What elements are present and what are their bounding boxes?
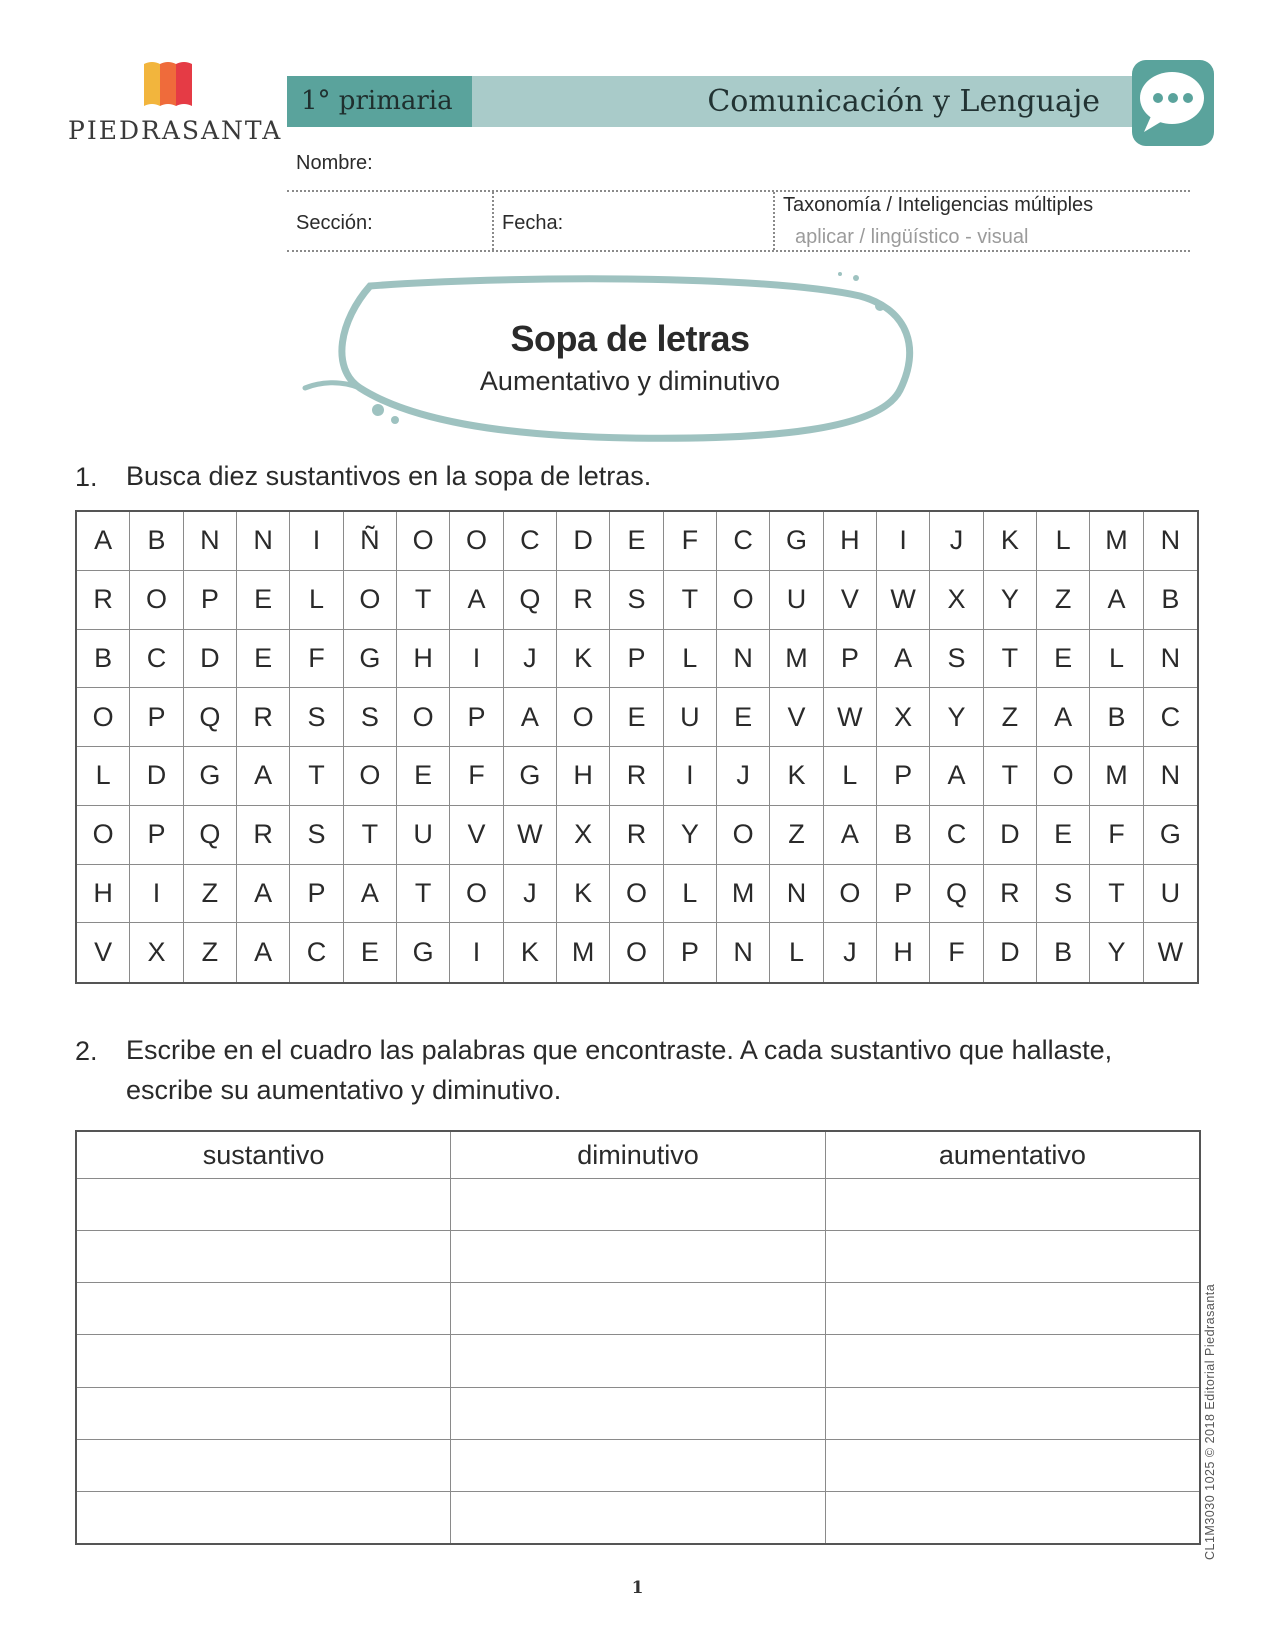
letter-cell[interactable]: R bbox=[610, 806, 663, 865]
letter-cell[interactable]: S bbox=[344, 688, 397, 747]
letter-cell[interactable]: M bbox=[1090, 747, 1143, 806]
letter-cell[interactable]: B bbox=[77, 630, 130, 689]
letter-cell[interactable]: D bbox=[984, 806, 1037, 865]
letter-cell[interactable]: O bbox=[344, 571, 397, 630]
answer-table bbox=[75, 1130, 1201, 1545]
letter-cell[interactable]: I bbox=[664, 747, 717, 806]
letter-cell[interactable]: S bbox=[290, 688, 343, 747]
question-2-number: 2. bbox=[75, 1036, 98, 1066]
answer-cell-diminutivo[interactable] bbox=[451, 1335, 826, 1387]
worksheet-title: Sopa de letras bbox=[510, 318, 750, 359]
letter-cell[interactable]: L bbox=[824, 747, 877, 806]
letter-cell[interactable]: N bbox=[1144, 630, 1197, 689]
letter-cell[interactable]: O bbox=[610, 923, 663, 982]
letter-cell[interactable]: I bbox=[130, 865, 183, 924]
letter-cell[interactable]: W bbox=[877, 571, 930, 630]
letter-cell[interactable]: G bbox=[770, 512, 823, 571]
letter-cell[interactable]: U bbox=[1144, 865, 1197, 924]
table-row bbox=[76, 1283, 1200, 1335]
letter-cell[interactable]: J bbox=[930, 512, 983, 571]
letter-cell[interactable]: Q bbox=[184, 688, 237, 747]
letter-cell[interactable]: M bbox=[1090, 512, 1143, 571]
letter-cell[interactable]: Z bbox=[184, 923, 237, 982]
answer-cell-diminutivo[interactable] bbox=[451, 1179, 826, 1231]
letter-cell[interactable]: R bbox=[77, 571, 130, 630]
answer-cell-aumentativo[interactable] bbox=[825, 1491, 1200, 1544]
letter-cell[interactable]: H bbox=[877, 923, 930, 982]
letter-cell[interactable]: Ñ bbox=[344, 512, 397, 571]
letter-cell[interactable]: I bbox=[877, 512, 930, 571]
letter-cell[interactable]: T bbox=[984, 747, 1037, 806]
letter-cell[interactable]: T bbox=[664, 571, 717, 630]
answer-cell-diminutivo[interactable] bbox=[451, 1283, 826, 1335]
letter-cell[interactable]: M bbox=[557, 923, 610, 982]
letter-cell[interactable]: L bbox=[77, 747, 130, 806]
letter-cell[interactable]: F bbox=[290, 630, 343, 689]
letter-cell[interactable]: E bbox=[610, 512, 663, 571]
letter-cell[interactable]: P bbox=[664, 923, 717, 982]
letter-cell[interactable]: O bbox=[397, 688, 450, 747]
table-row bbox=[76, 1439, 1200, 1491]
letter-cell[interactable]: L bbox=[1090, 630, 1143, 689]
letter-cell[interactable]: G bbox=[1144, 806, 1197, 865]
answer-cell-sustantivo[interactable] bbox=[76, 1179, 451, 1231]
question-2-line-1: Escribe en el cuadro las palabras que encontraste. A cada sustantivo que hallaste, bbox=[126, 1035, 1113, 1065]
letter-cell[interactable]: W bbox=[824, 688, 877, 747]
letter-cell[interactable]: L bbox=[664, 630, 717, 689]
letter-cell[interactable]: A bbox=[1037, 688, 1090, 747]
letter-cell[interactable]: X bbox=[930, 571, 983, 630]
letter-cell[interactable]: K bbox=[770, 747, 823, 806]
letter-cell[interactable]: A bbox=[824, 806, 877, 865]
letter-cell[interactable]: T bbox=[344, 806, 397, 865]
letter-cell[interactable]: T bbox=[1090, 865, 1143, 924]
letter-cell[interactable]: T bbox=[290, 747, 343, 806]
letter-cell[interactable]: O bbox=[610, 865, 663, 924]
letter-cell[interactable]: Z bbox=[770, 806, 823, 865]
letter-cell[interactable]: V bbox=[77, 923, 130, 982]
letter-cell[interactable]: Y bbox=[1090, 923, 1143, 982]
letter-cell[interactable]: J bbox=[504, 865, 557, 924]
answer-cell-aumentativo[interactable] bbox=[825, 1439, 1200, 1491]
letter-cell[interactable]: T bbox=[397, 865, 450, 924]
letter-cell[interactable]: U bbox=[770, 571, 823, 630]
letter-cell[interactable]: E bbox=[717, 688, 770, 747]
letter-cell[interactable]: C bbox=[130, 630, 183, 689]
table-row bbox=[76, 1491, 1200, 1544]
book-logo-icon bbox=[142, 60, 194, 108]
letter-cell[interactable]: R bbox=[610, 747, 663, 806]
letter-cell[interactable]: O bbox=[1037, 747, 1090, 806]
answer-cell-aumentativo[interactable] bbox=[825, 1387, 1200, 1439]
taxonomy-value: aplicar / lingüístico - visual bbox=[795, 226, 1029, 248]
letter-cell[interactable]: O bbox=[450, 865, 503, 924]
letter-cell[interactable]: W bbox=[504, 806, 557, 865]
letter-cell[interactable]: R bbox=[237, 688, 290, 747]
letter-cell[interactable]: H bbox=[557, 747, 610, 806]
letter-cell[interactable]: G bbox=[504, 747, 557, 806]
letter-cell[interactable]: O bbox=[717, 806, 770, 865]
letter-cell[interactable]: F bbox=[450, 747, 503, 806]
answer-cell-sustantivo[interactable] bbox=[76, 1231, 451, 1283]
letter-cell[interactable]: R bbox=[237, 806, 290, 865]
letter-cell[interactable]: P bbox=[184, 571, 237, 630]
letter-cell[interactable]: E bbox=[1037, 806, 1090, 865]
letter-cell[interactable]: B bbox=[1037, 923, 1090, 982]
letter-cell[interactable]: O bbox=[397, 512, 450, 571]
letter-cell[interactable]: N bbox=[717, 923, 770, 982]
answer-cell-diminutivo[interactable] bbox=[451, 1491, 826, 1544]
question-1-number: 1. bbox=[75, 462, 98, 492]
brush-frame-decoration bbox=[300, 270, 930, 450]
question-2-line-2: escribe su aumentativo y diminutivo. bbox=[126, 1075, 562, 1105]
letter-cell[interactable]: A bbox=[344, 865, 397, 924]
letter-cell[interactable]: V bbox=[824, 571, 877, 630]
letter-cell[interactable]: V bbox=[770, 688, 823, 747]
letter-cell[interactable]: N bbox=[1144, 512, 1197, 571]
letter-cell[interactable]: O bbox=[557, 688, 610, 747]
letter-cell[interactable]: O bbox=[77, 806, 130, 865]
letter-cell[interactable]: Y bbox=[664, 806, 717, 865]
answer-cell-sustantivo[interactable] bbox=[76, 1439, 451, 1491]
letter-cell[interactable]: O bbox=[450, 512, 503, 571]
letter-cell[interactable]: U bbox=[664, 688, 717, 747]
letter-cell[interactable]: K bbox=[984, 512, 1037, 571]
letter-cell[interactable]: G bbox=[397, 923, 450, 982]
field-divider bbox=[773, 192, 775, 250]
letter-cell[interactable]: T bbox=[397, 571, 450, 630]
letter-cell[interactable]: X bbox=[130, 923, 183, 982]
field-divider bbox=[492, 192, 494, 250]
publisher-name: PIEDRASANTA bbox=[68, 116, 283, 145]
letter-cell[interactable]: I bbox=[450, 630, 503, 689]
letter-cell[interactable]: A bbox=[1090, 571, 1143, 630]
letter-cell[interactable]: U bbox=[397, 806, 450, 865]
letter-cell[interactable]: D bbox=[184, 630, 237, 689]
letter-cell[interactable]: K bbox=[557, 630, 610, 689]
letter-cell[interactable]: F bbox=[664, 512, 717, 571]
letter-cell[interactable]: E bbox=[344, 923, 397, 982]
letter-cell[interactable]: L bbox=[770, 923, 823, 982]
letter-cell[interactable]: B bbox=[1144, 571, 1197, 630]
letter-cell[interactable]: P bbox=[824, 630, 877, 689]
column-header-aumentativo: aumentativo bbox=[825, 1131, 1200, 1179]
letter-cell[interactable]: S bbox=[610, 571, 663, 630]
letter-cell[interactable]: Q bbox=[504, 571, 557, 630]
letter-cell[interactable]: X bbox=[557, 806, 610, 865]
letter-cell[interactable]: S bbox=[1037, 865, 1090, 924]
letter-cell[interactable]: Y bbox=[930, 688, 983, 747]
letter-cell[interactable]: B bbox=[1090, 688, 1143, 747]
answer-cell-aumentativo[interactable] bbox=[825, 1179, 1200, 1231]
letter-cell[interactable]: A bbox=[77, 512, 130, 571]
letter-cell[interactable]: B bbox=[130, 512, 183, 571]
answer-cell-aumentativo[interactable] bbox=[825, 1283, 1200, 1335]
letter-cell[interactable]: J bbox=[824, 923, 877, 982]
letter-cell[interactable]: J bbox=[504, 630, 557, 689]
letter-cell[interactable]: C bbox=[1144, 688, 1197, 747]
letter-cell[interactable]: N bbox=[237, 512, 290, 571]
letter-cell[interactable]: N bbox=[184, 512, 237, 571]
letter-cell[interactable]: P bbox=[877, 747, 930, 806]
letter-cell[interactable]: E bbox=[397, 747, 450, 806]
letter-cell[interactable]: A bbox=[237, 923, 290, 982]
letter-cell[interactable]: C bbox=[290, 923, 343, 982]
letter-cell[interactable]: D bbox=[130, 747, 183, 806]
letter-cell[interactable]: H bbox=[397, 630, 450, 689]
letter-cell[interactable]: D bbox=[984, 923, 1037, 982]
letter-cell[interactable]: R bbox=[557, 571, 610, 630]
letter-cell[interactable]: F bbox=[1090, 806, 1143, 865]
answer-cell-aumentativo[interactable] bbox=[825, 1335, 1200, 1387]
letter-cell[interactable]: T bbox=[984, 630, 1037, 689]
answer-cell-sustantivo[interactable] bbox=[76, 1283, 451, 1335]
letter-cell[interactable]: S bbox=[290, 806, 343, 865]
name-label: Nombre: bbox=[296, 152, 373, 174]
letter-cell[interactable]: N bbox=[770, 865, 823, 924]
copyright-code: CL1M3030 1025 © 2018 Editorial Piedrasanta bbox=[1203, 1283, 1217, 1560]
letter-cell[interactable]: J bbox=[717, 747, 770, 806]
chat-bubble-icon bbox=[1128, 58, 1216, 150]
table-row bbox=[76, 1335, 1200, 1387]
letter-cell[interactable]: Q bbox=[930, 865, 983, 924]
letter-cell[interactable]: G bbox=[344, 630, 397, 689]
letter-cell[interactable]: W bbox=[1157, 937, 1184, 968]
letter-cell[interactable]: B bbox=[877, 806, 930, 865]
letter-cell[interactable]: Z bbox=[984, 688, 1037, 747]
letter-cell[interactable]: H bbox=[77, 865, 130, 924]
letter-cell[interactable]: A bbox=[504, 688, 557, 747]
letter-cell[interactable]: E bbox=[237, 630, 290, 689]
letter-cell[interactable]: E bbox=[1037, 630, 1090, 689]
letter-cell[interactable]: P bbox=[130, 688, 183, 747]
letter-cell[interactable]: N bbox=[717, 630, 770, 689]
answer-cell-diminutivo[interactable] bbox=[451, 1387, 826, 1439]
letter-cell[interactable]: O bbox=[824, 865, 877, 924]
answer-cell-diminutivo[interactable] bbox=[451, 1231, 826, 1283]
letter-cell[interactable]: D bbox=[557, 512, 610, 571]
letter-cell[interactable]: C bbox=[504, 512, 557, 571]
letter-cell[interactable]: R bbox=[984, 865, 1037, 924]
letter-cell[interactable]: P bbox=[130, 806, 183, 865]
letter-cell[interactable]: L bbox=[664, 865, 717, 924]
letter-cell[interactable]: O bbox=[130, 571, 183, 630]
letter-cell[interactable]: E bbox=[610, 688, 663, 747]
subject-title: Comunicación y Lenguaje bbox=[707, 84, 1100, 119]
answer-cell-diminutivo[interactable] bbox=[451, 1439, 826, 1491]
letter-cell[interactable]: H bbox=[824, 512, 877, 571]
letter-cell[interactable]: I bbox=[450, 923, 503, 982]
letter-cell[interactable]: C bbox=[930, 806, 983, 865]
letter-cell[interactable]: G bbox=[184, 747, 237, 806]
letter-cell[interactable]: Q bbox=[184, 806, 237, 865]
letter-cell[interactable]: A bbox=[930, 747, 983, 806]
letter-cell[interactable]: Z bbox=[184, 865, 237, 924]
letter-cell[interactable]: K bbox=[504, 923, 557, 982]
date-label: Fecha: bbox=[502, 212, 564, 234]
letter-cell[interactable]: P bbox=[877, 865, 930, 924]
answer-cell-aumentativo[interactable] bbox=[825, 1231, 1200, 1283]
letter-cell[interactable]: C bbox=[717, 512, 770, 571]
letter-cell[interactable]: Z bbox=[1037, 571, 1090, 630]
question-1-text: Busca diez sustantivos en la sopa de letras. bbox=[126, 461, 652, 491]
name-field-line[interactable] bbox=[287, 190, 1190, 192]
letter-cell[interactable]: M bbox=[717, 865, 770, 924]
grade-label: 1° primaria bbox=[287, 76, 472, 127]
letter-cell[interactable]: K bbox=[557, 865, 610, 924]
answer-cell-sustantivo[interactable] bbox=[76, 1335, 451, 1387]
letter-cell[interactable]: S bbox=[930, 630, 983, 689]
table-row bbox=[76, 1231, 1200, 1283]
letter-cell[interactable]: N bbox=[1144, 747, 1197, 806]
letter-cell[interactable]: A bbox=[450, 571, 503, 630]
column-header-sustantivo: sustantivo bbox=[76, 1131, 451, 1179]
page-number: 1 bbox=[631, 1578, 644, 1598]
letter-cell[interactable]: E bbox=[237, 571, 290, 630]
section-label: Sección: bbox=[296, 212, 373, 234]
letter-cell[interactable]: M bbox=[770, 630, 823, 689]
letter-cell[interactable]: L bbox=[290, 571, 343, 630]
letter-cell[interactable]: A bbox=[237, 865, 290, 924]
letter-cell[interactable]: A bbox=[237, 747, 290, 806]
word-search-grid[interactable] bbox=[75, 510, 1199, 984]
letter-cell[interactable]: L bbox=[1037, 512, 1090, 571]
letter-cell[interactable]: P bbox=[450, 688, 503, 747]
worksheet-subtitle: Aumentativo y diminutivo bbox=[479, 366, 781, 396]
letter-cell[interactable]: P bbox=[290, 865, 343, 924]
letter-cell[interactable]: O bbox=[77, 688, 130, 747]
answer-cell-sustantivo[interactable] bbox=[76, 1387, 451, 1439]
letter-cell[interactable]: I bbox=[290, 512, 343, 571]
letter-cell[interactable]: V bbox=[450, 806, 503, 865]
letter-cell[interactable]: O bbox=[717, 571, 770, 630]
taxonomy-label: Taxonomía / Inteligencias múltiples bbox=[783, 194, 1094, 216]
column-header-diminutivo: diminutivo bbox=[451, 1131, 826, 1179]
table-row bbox=[76, 1387, 1200, 1439]
letter-cell[interactable]: P bbox=[610, 630, 663, 689]
letter-cell[interactable]: A bbox=[877, 630, 930, 689]
publisher-logo bbox=[68, 60, 283, 150]
letter-cell[interactable]: Y bbox=[984, 571, 1037, 630]
table-row bbox=[76, 1179, 1200, 1231]
letter-cell[interactable]: F bbox=[930, 923, 983, 982]
answer-cell-sustantivo[interactable] bbox=[76, 1491, 451, 1544]
fields-bottom-line bbox=[287, 250, 1190, 252]
letter-cell[interactable]: O bbox=[344, 747, 397, 806]
letter-cell[interactable]: X bbox=[877, 688, 930, 747]
